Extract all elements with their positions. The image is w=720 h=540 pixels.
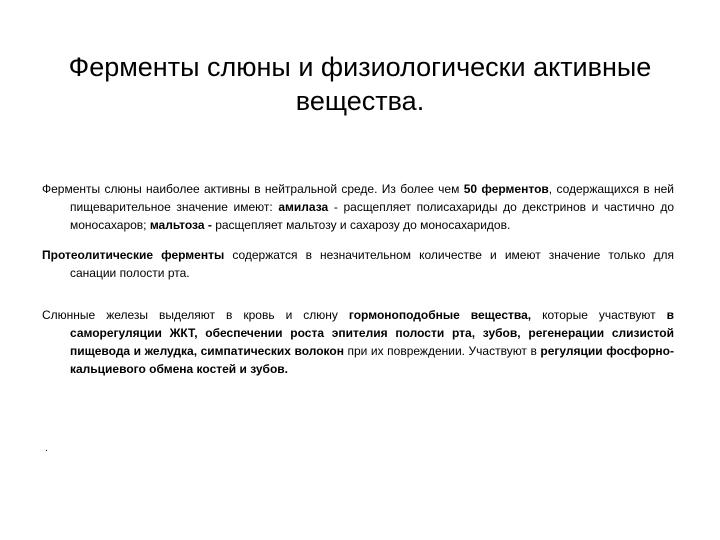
paragraph-hormone-like-substances: [42, 306, 674, 378]
text-segment: - расщепляет полисахариды до декстринов и частично до моносахаров;: [70, 200, 674, 232]
paragraph-proteolytic-enzymes: [42, 246, 674, 282]
text-segment: , содержащихся в ней пищеварительное значение имеют:: [70, 182, 675, 214]
text-segment: Ферменты слюны наиболее активны в нейтральной среде. Из более чем: [42, 182, 464, 196]
bold-text-segment: амилаза: [278, 200, 329, 214]
bold-text-segment: регуляции фосфорно-кальциевого обмена костей и зубов.: [70, 344, 674, 376]
trailing-dot: .: [45, 443, 48, 454]
slide-body: [42, 180, 674, 392]
bold-text-segment: гормоноподобные вещества,: [348, 308, 532, 322]
bold-text-segment: в саморегуляции ЖКТ, обеспечении роста эпителия полости рта, зубов, регенерации слизистой пищевода и желудка, симпатических волокон: [70, 308, 675, 358]
text-segment: содержатся в незначительном количестве и имеют значение только для санации полости рта.: [70, 248, 674, 280]
bold-text-segment: 50 ферментов: [463, 182, 549, 196]
text-segment: Слюнные железы выделяют в кровь и слюну: [42, 308, 349, 322]
text-segment: при их повреждении. Участвуют в: [343, 344, 541, 358]
text-segment: расщепляет мальтозу и сахарозу до моносахаридов.: [211, 218, 511, 232]
slide-title: Ферменты слюны и физиологически активные вещества.: [68, 52, 652, 116]
bold-text-segment: мальтоза -: [149, 218, 212, 232]
bold-text-segment: Протеолитические ферменты: [42, 248, 225, 262]
paragraph-salivary-enzymes: [42, 180, 674, 234]
text-segment: которые участвуют: [531, 308, 667, 322]
